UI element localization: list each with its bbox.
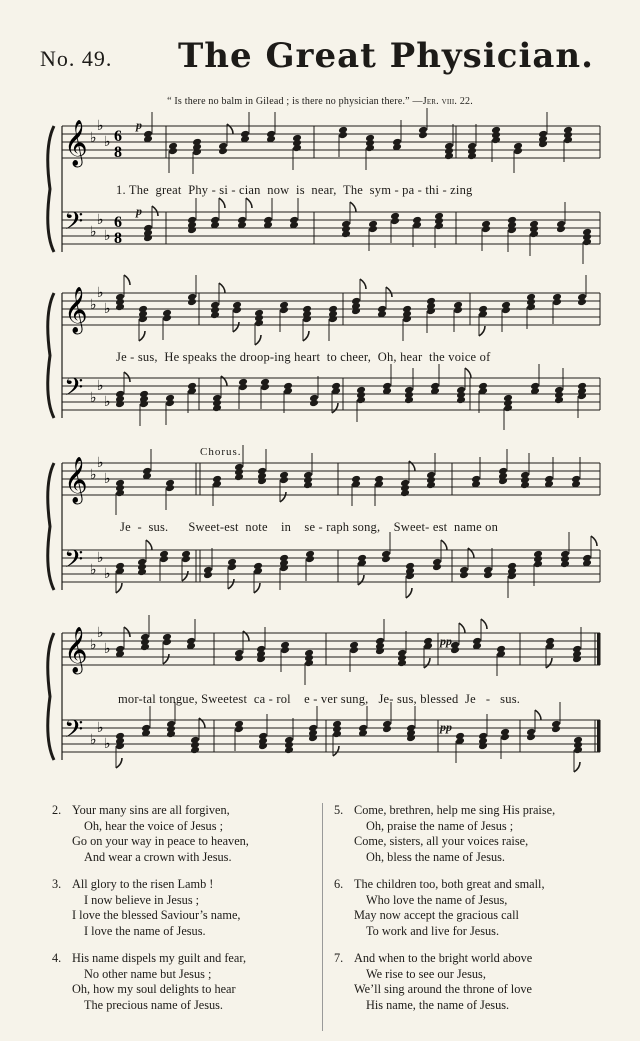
note-flag — [591, 536, 597, 546]
verse-number: 6. — [334, 877, 344, 891]
note-flag — [116, 583, 122, 593]
verse-line: Oh, how my soul delights to hear — [72, 982, 236, 996]
verses-column-left — [52, 803, 312, 1025]
flat-icon: ♭ — [97, 625, 104, 641]
dynamic-marking-final-bass: pp — [440, 720, 452, 734]
flat-icon: ♭ — [97, 550, 104, 566]
note-flag — [360, 279, 366, 289]
verse-stanza — [52, 951, 312, 1013]
hymn-number: No. 49. — [40, 46, 113, 71]
flat-icon: ♭ — [104, 228, 111, 244]
note-flag — [139, 331, 145, 341]
verse-line: Your many sins are all forgiven, — [72, 803, 230, 817]
note-flag — [350, 202, 356, 212]
verse-line: May now accept the gracious call — [354, 908, 519, 922]
note-flag — [246, 198, 252, 208]
note-flag — [546, 658, 552, 668]
time-signature-top: 6 — [114, 128, 122, 145]
system-brace — [48, 126, 54, 252]
note-flag — [468, 548, 474, 558]
flat-icon: ♭ — [104, 394, 111, 410]
dynamic-marking-treble: p — [136, 118, 142, 132]
flat-icon: ♭ — [104, 641, 111, 657]
note-flag — [441, 540, 447, 550]
note-flag — [233, 322, 239, 332]
verse-line: Oh, praise the name of Jesus ; — [366, 818, 514, 833]
verse-number: 3. — [52, 877, 62, 891]
bass-clef-icon: 𝄢 — [64, 715, 84, 750]
verses-column-right — [334, 803, 594, 1025]
note-flag — [182, 571, 188, 581]
verse-number: 2. — [52, 803, 62, 817]
verse-line: His name, the name of Jesus. — [366, 997, 510, 1012]
verse-line: To work and live for Jesus. — [366, 923, 500, 938]
note-flag — [116, 758, 122, 768]
verse-number: 7. — [334, 951, 344, 965]
note-flag — [386, 287, 392, 297]
note-flag — [424, 658, 430, 668]
bass-clef-icon: 𝄢 — [64, 207, 84, 242]
note-flag — [409, 461, 415, 471]
note-flag — [146, 540, 152, 550]
verse-line: I love the blessed Saviour’s name, — [72, 908, 241, 922]
verse-line: No other name but Jesus ; — [84, 966, 212, 981]
treble-clef-icon: 𝄞 — [64, 457, 88, 503]
verse-line: I love the name of Jesus. — [84, 923, 206, 938]
flat-icon: ♭ — [97, 720, 104, 736]
note-flag — [535, 710, 541, 720]
note-flag — [228, 579, 234, 589]
lyric-line-4: mor-tal tongue, Sweetest ca - rol e - ver sung, Je- sus, blessed Je - sus. — [118, 692, 521, 706]
note-flag — [124, 275, 130, 285]
note-flag — [254, 583, 260, 593]
flat-icon: ♭ — [104, 301, 111, 317]
lyric-line-2: Je - sus, He speaks the droop-ing heart to cheer, Oh, hear the voice of — [116, 350, 491, 364]
epigraph-quote: “ Is there no balm in Gilead ; is there no physician there.” — [167, 96, 410, 107]
system-brace — [48, 463, 54, 590]
verse-line: I now believe in Jesus ; — [84, 892, 200, 907]
verse-line: Come, sisters, all your voices raise, — [354, 834, 529, 848]
verse-line: Come, brethren, help me sing His praise, — [354, 803, 556, 817]
note-flag — [574, 762, 580, 772]
bass-clef-icon: 𝄢 — [64, 545, 84, 580]
verse-line: And wear a crown with Jesus. — [84, 849, 232, 864]
flat-icon: ♭ — [97, 285, 104, 301]
note-flag — [255, 335, 261, 345]
note-flag — [459, 623, 465, 633]
verse-line: Oh, hear the voice of Jesus ; — [84, 818, 223, 833]
column-divider — [322, 803, 323, 1031]
verse-stanza — [334, 951, 594, 1013]
flat-icon: ♭ — [90, 390, 97, 406]
note-flag — [221, 376, 227, 386]
treble-clef-icon: 𝄞 — [64, 287, 88, 333]
note-flag — [124, 627, 130, 637]
flat-icon: ♭ — [97, 455, 104, 471]
note-flag — [124, 372, 130, 382]
verse-line: The children too, both great and small, — [354, 877, 545, 891]
verse-stanza — [52, 803, 312, 865]
additional-verses — [0, 803, 640, 1033]
flat-icon: ♭ — [90, 224, 97, 240]
verse-line: Who love the name of Jesus, — [366, 892, 508, 907]
system-brace — [48, 633, 54, 760]
verse-stanza — [334, 803, 594, 865]
note-flag — [333, 746, 339, 756]
treble-clef-icon: 𝄞 — [64, 627, 88, 673]
note-flag — [243, 631, 249, 641]
note-flag — [163, 654, 169, 664]
verse-line: And when to the bright world above — [354, 951, 533, 965]
flat-icon: ♭ — [97, 118, 104, 134]
treble-clef-icon: 𝄞 — [64, 120, 88, 166]
flat-icon: ♭ — [104, 471, 111, 487]
system-brace — [48, 293, 54, 418]
note-flag — [358, 575, 364, 585]
verse-line: All glory to the risen Lamb ! — [72, 877, 214, 891]
flat-icon: ♭ — [90, 130, 97, 146]
flat-icon: ♭ — [97, 378, 104, 394]
bass-clef-icon: 𝄢 — [64, 373, 84, 408]
verse-line: Go on your way in peace to heaven, — [72, 834, 249, 848]
note-flag — [152, 206, 158, 216]
verse-line: His name dispels my guilt and fear, — [72, 951, 247, 965]
note-flag — [219, 198, 225, 208]
dynamic-marking-final-treble: pp — [440, 634, 452, 648]
flat-icon: ♭ — [90, 467, 97, 483]
verse-line: We rise to see our Jesus, — [366, 966, 486, 981]
flat-icon: ♭ — [104, 134, 111, 150]
lyric-line-3: Je - sus. Sweet-est note in se - raph song, Sweet- est name on — [120, 520, 499, 534]
hymn-title: The Great Physician. — [178, 36, 594, 76]
time-signature-bottom: 8 — [114, 230, 122, 247]
verse-line: Oh, bless the name of Jesus. — [366, 849, 506, 864]
verse-stanza — [334, 877, 594, 939]
final-barline-thick — [597, 633, 600, 665]
final-barline-thick — [597, 720, 600, 752]
flat-icon: ♭ — [97, 212, 104, 228]
flat-icon: ♭ — [104, 736, 111, 752]
note-flag — [219, 283, 225, 293]
flat-icon: ♭ — [90, 297, 97, 313]
note-flag — [227, 124, 233, 134]
flat-icon: ♭ — [90, 732, 97, 748]
note-flag — [280, 492, 286, 502]
verse-number: 5. — [334, 803, 344, 817]
note-flag — [479, 326, 485, 336]
epigraph-reference: —Jer. viii. 22. — [412, 96, 473, 107]
note-flag — [332, 403, 338, 413]
verse-number: 4. — [52, 951, 62, 965]
verse-line: The precious name of Jesus. — [84, 997, 223, 1012]
lyric-line-1: 1. The great Phy - si - cian now is near, The sym - pa - thi - zing — [116, 183, 473, 197]
time-signature-top: 6 — [114, 214, 122, 231]
flat-icon: ♭ — [104, 566, 111, 582]
flat-icon: ♭ — [90, 637, 97, 653]
verse-line: We’ll sing around the throne of love — [354, 982, 532, 996]
note-flag — [406, 588, 412, 598]
note-flag — [199, 718, 205, 728]
chorus-label: Chorus. — [200, 446, 242, 458]
note-flag — [465, 368, 471, 378]
dynamic-marking-bass: p — [136, 204, 142, 218]
time-signature-bottom: 8 — [114, 144, 122, 161]
note-flag — [303, 331, 309, 341]
verse-stanza — [52, 877, 312, 939]
flat-icon: ♭ — [90, 562, 97, 578]
note-flag — [481, 619, 487, 629]
